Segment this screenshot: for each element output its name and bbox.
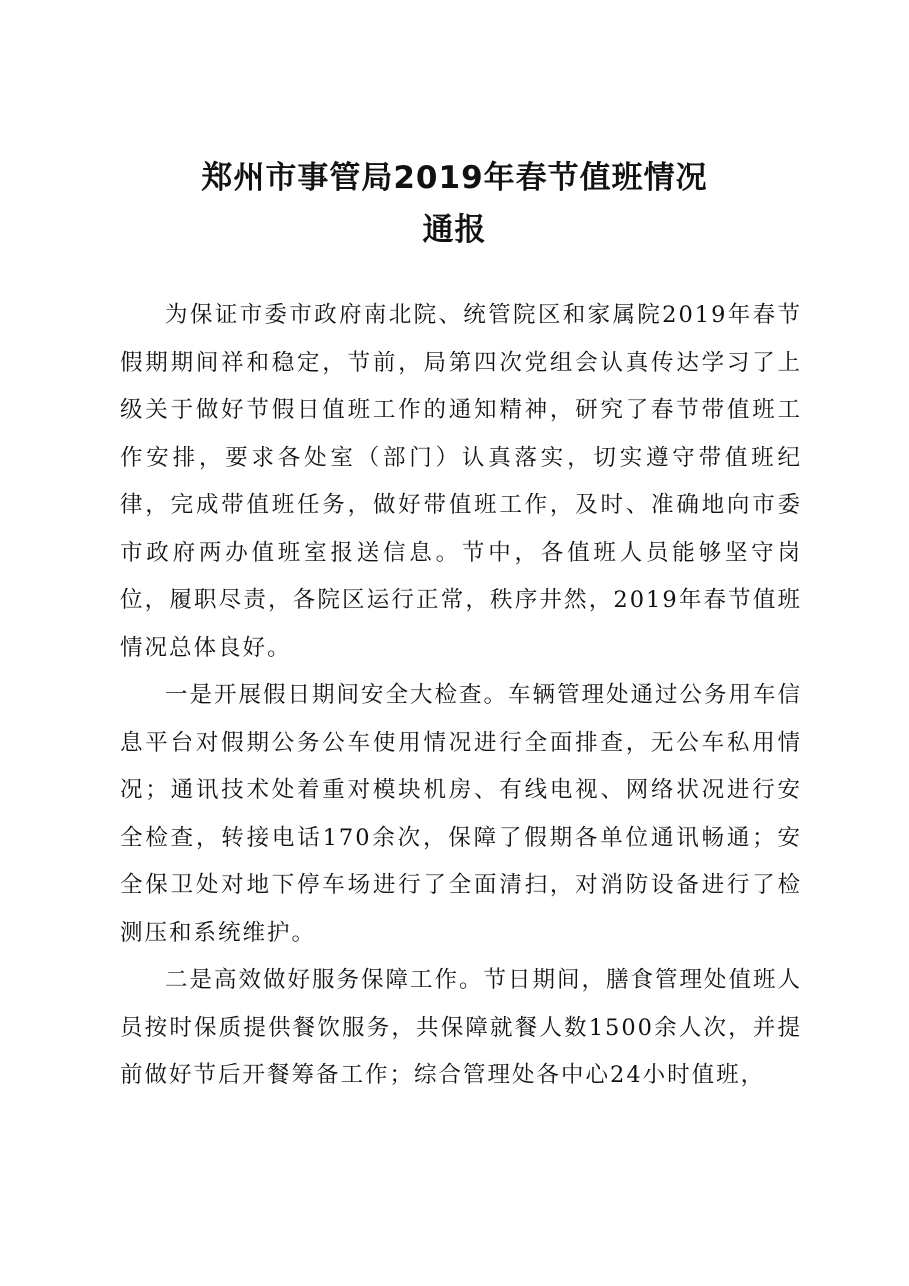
title-line-2: 通报: [422, 212, 487, 248]
paragraph-safety-inspection: 一是开展假日期间安全大检查。车辆管理处通过公务用车信息平台对假期公务公车使用情况进行全面排查，无公车私用情况；通讯技术处着重对模块机房、有线电视、网络状况进行安全检查，转接电话170余次，保障了假期各单位通讯畅通；安全保卫处对地下停车场进行了全面清扫，对消防设备进行了检测压和系统维护。: [120, 682, 803, 946]
paragraph-intro: 为保证市委市政府南北院、统管院区和家属院2019年春节假期期间祥和稳定，节前，局第四次党组会认真传达学习了上级关于做好节假日值班工作的通知精神，研究了春节带值班工作安排，要求各处室（部门）认真落实，切实遵守带值班纪律，完成带值班任务，做好带值班工作，及时、准确地向市委市政府两办值班室报送信息。节中，各值班人员能够坚守岗位，履职尽责，各院区运行正常，秩序井然，2019年春节值班情况总体良好。: [120, 302, 802, 661]
document-title: [0, 152, 909, 256]
paragraph-service-support: 二是高效做好服务保障工作。节日期间，膳食管理处值班人员按时保质提供餐饮服务，共保障就餐人数1500余人次，并提前做好节后开餐筹备工作；综合管理处各中心24小时值班，: [120, 967, 803, 1088]
title-line-1: 郑州市事管局2019年春节值班情况: [201, 160, 708, 196]
document-body: [120, 292, 802, 1100]
